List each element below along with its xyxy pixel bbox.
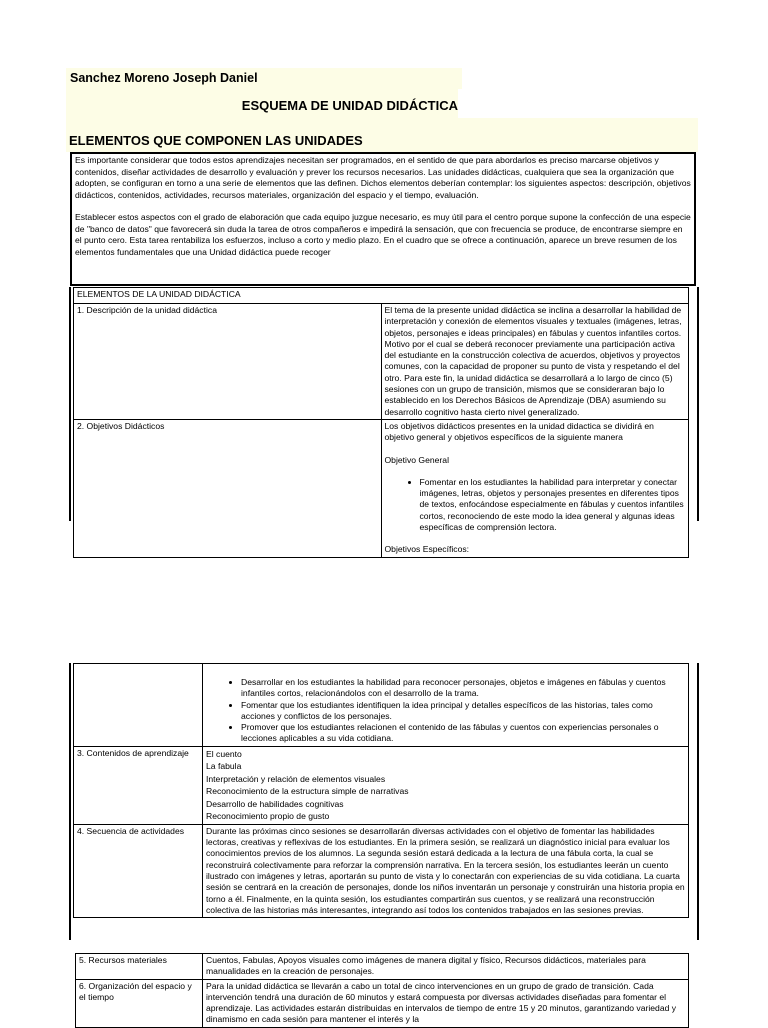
table-row bbox=[74, 664, 689, 747]
table-row bbox=[76, 954, 689, 980]
contenido-line: Reconocimiento propio de gusto bbox=[206, 811, 330, 822]
row-label-secuencia: 4. Secuencia de actividades bbox=[74, 824, 203, 917]
row-label-recursos: 5. Recursos materiales bbox=[76, 954, 203, 980]
elements-table-page-3 bbox=[75, 953, 689, 1028]
section-heading: ELEMENTOS QUE COMPONEN LAS UNIDADES bbox=[69, 133, 363, 148]
table-row bbox=[74, 746, 689, 824]
table-right-border bbox=[697, 287, 699, 521]
list-item: • Promover que los estudiantes relacionen el contenido de las fábulas y cuentos con experiencias personales o lecciones aplicables a su vida cotidiana. bbox=[241, 722, 685, 745]
row-label-organizacion: 6. Organización del espacio y el tiempo bbox=[76, 979, 203, 1027]
list-item: • Fomentar en los estudiantes la habilidad para interpretar y conectar imágenes, letras, objetos y personajes presentes en diferentes tipos de textos, enfocándose especialmente en fábulas y cuentos infantiles cortos, reconociendo de este modo la idea general y algunas ideas específicas de comprensión lectora. bbox=[420, 477, 686, 533]
table-row bbox=[74, 304, 689, 420]
row-text-descripcion: El tema de la presente unidad didáctica se inclina a desarrollar la habilidad de interpretación y conexión de elementos visuales y textuales (imágenes, letras, objetos, personajes e ideas principales) en fábulas y cuentos infantiles cortos. Motivo por el cual se deberá reconocer previamente una participación activa del estudiante en la construcción colectiva de acuerdos, objetivos y proyectos comunes, con la capacidad de proponer su punto de vista y respetando el del otro. Para este fin, la unidad didáctica se desarrollará a lo largo de cinco (5) sesiones con un grupo de transición, mismos que se consideraran bajo lo establecido en los Derechos Básicos de Aprendizaje (DBA) asumiendo su desarrollo cognitivo hasta cierto nivel generalizado. bbox=[381, 304, 689, 420]
list-item: • Desarrollar en los estudiantes la habilidad para reconocer personajes, objetos e imágenes en fábulas y cuentos infantiles cortos, relacionándolos con el desarrollo de la trama. bbox=[241, 677, 685, 700]
table-left-border bbox=[69, 663, 71, 940]
row-label-descripcion: 1. Descripción de la unidad didáctica bbox=[74, 304, 382, 420]
contenido-line: Reconocimiento de la estructura simple de narrativas bbox=[206, 786, 409, 797]
table-header: ELEMENTOS DE LA UNIDAD DIDÁCTICA bbox=[74, 288, 689, 304]
row-text-recursos: Cuentos, Fabulas, Apoyos visuales como imágenes de manera digital y físico, Recursos didácticos, materiales para manualidades en la creación de personajes. bbox=[203, 954, 689, 980]
row-cell-objetivos-especificos bbox=[203, 664, 689, 747]
contenido-line: El cuento bbox=[206, 748, 242, 759]
table-left-border bbox=[69, 287, 71, 521]
row-cell-objetivos bbox=[381, 419, 689, 557]
contenido-line: Desarrollo de habilidades cognitivas bbox=[206, 798, 344, 809]
table-header-row bbox=[74, 288, 689, 304]
row-cell-contenidos bbox=[203, 746, 689, 824]
objetivo-general-list bbox=[385, 477, 686, 533]
elements-table-page-1 bbox=[73, 287, 689, 558]
objetivos-especificos-list bbox=[206, 677, 685, 745]
elements-table-page-2 bbox=[73, 663, 689, 918]
document-title: ESQUEMA DE UNIDAD DIDÁCTICA bbox=[241, 98, 458, 113]
contenido-line: Interpretación y relación de elementos visuales bbox=[206, 773, 386, 784]
objetivos-especificos-heading: Objetivos Específicos: bbox=[384, 544, 470, 555]
objetivo-general-heading: Objetivo General bbox=[384, 454, 449, 465]
author-name: Sanchez Moreno Joseph Daniel bbox=[66, 68, 462, 89]
objetivos-intro: Los objetivos didácticos presentes en la unidad didactica se dividirá en objetivo general y objetivos específicos de la siguiente manera bbox=[384, 420, 654, 443]
table-row bbox=[74, 824, 689, 917]
list-item: • Fomentar que los estudiantes identifiquen la idea principal y detalles específicos de las historias, tales como acciones y conflictos de los personajes. bbox=[241, 700, 685, 723]
row-label-objetivos: 2. Objetivos Didácticos bbox=[74, 419, 382, 557]
intro-paragraph-2: Establecer estos aspectos con el grado de elaboración que cada equipo juzgue necesario, es muy útil para el centro porque supone la confección de una especie de "banco de datos" que favorecerá sin duda la tarea de otros compañeros e impedirá la sensación, que con frecuencia se produce, de encontrarse siempre en el punto cero. Esta tarea rentabiliza los esfuerzos, incluso a corto y medio plazo. En el cuadro que se ofrece a continuación, aparece un breve resumen de los elementos fundamentales que una Unidad didáctica puede recoger bbox=[75, 212, 691, 257]
intro-paragraph-1: Es importante considerar que todos estos aprendizajes necesitan ser programados, en el sentido de que para abordarlos es preciso marcarse objetivos y contenidos, diseñar actividades de desarrollo y evaluación y prever los recursos necesarios. Las unidades didácticas, cualquiera que sea la organización que adopten, se configuran en torno a una serie de elementos que las definen. Dichos elementos deberían contemplar: los siguientes aspectos: descripción, objetivos didácticos, contenidos, actividades, recursos materiales, organización del espacio y el tiempo, evaluación. bbox=[75, 155, 691, 200]
table-row bbox=[76, 979, 689, 1027]
row-label-empty bbox=[74, 664, 203, 747]
row-text-secuencia: Durante las próximas cinco sesiones se desarrollarán diversas actividades con el objetivo de fomentar las habilidades lectoras, creativas y reflexivas de los estudiantes. En la primera sesión, se realizará un diagnóstico inicial para evaluar los conocimientos previos de los alumnos. La segunda sesión estará dedicada a la lectura de una fábula corta, la cual se reconstruirá colectivamente para reforzar la comprensión narrativa. En la tercera sesión, los estudiantes leerán un cuento ilustrado con imágenes y letras, aportarán su punto de vista y lo conectarán con experiencias de su vida cotidiana. La cuarta sesión se centrará en la creación de personajes, donde los niños inventarán un personaje y construirán una historia propia en torno a él. Finalmente, en la quinta sesión, los estudiantes compartirán sus cuentos, y se realizará una reconstrucción colectiva de las historias más interesantes, integrando así todos los contenidos trabajados en las sesiones previas. bbox=[203, 824, 689, 917]
row-label-contenidos: 3. Contenidos de aprendizaje bbox=[74, 746, 203, 824]
table-right-border bbox=[697, 663, 699, 940]
contenido-line: La fabula bbox=[206, 761, 242, 772]
intro-box bbox=[70, 152, 696, 286]
table-row bbox=[74, 419, 689, 557]
row-text-organizacion: Para la unidad didáctica se llevarán a cabo un total de cinco intervenciones en un grupo de grado de transición. Cada intervención tendrá una duración de 60 minutos y estará compuesta por diversas actividades diseñadas para fomentar el aprendizaje. Las actividades estarán distribuidas en intervalos de tiempo de entre 15 y 20 minutos, garantizando variedad y dinamismo en cada sesión para mantener el interés y la bbox=[203, 979, 689, 1027]
